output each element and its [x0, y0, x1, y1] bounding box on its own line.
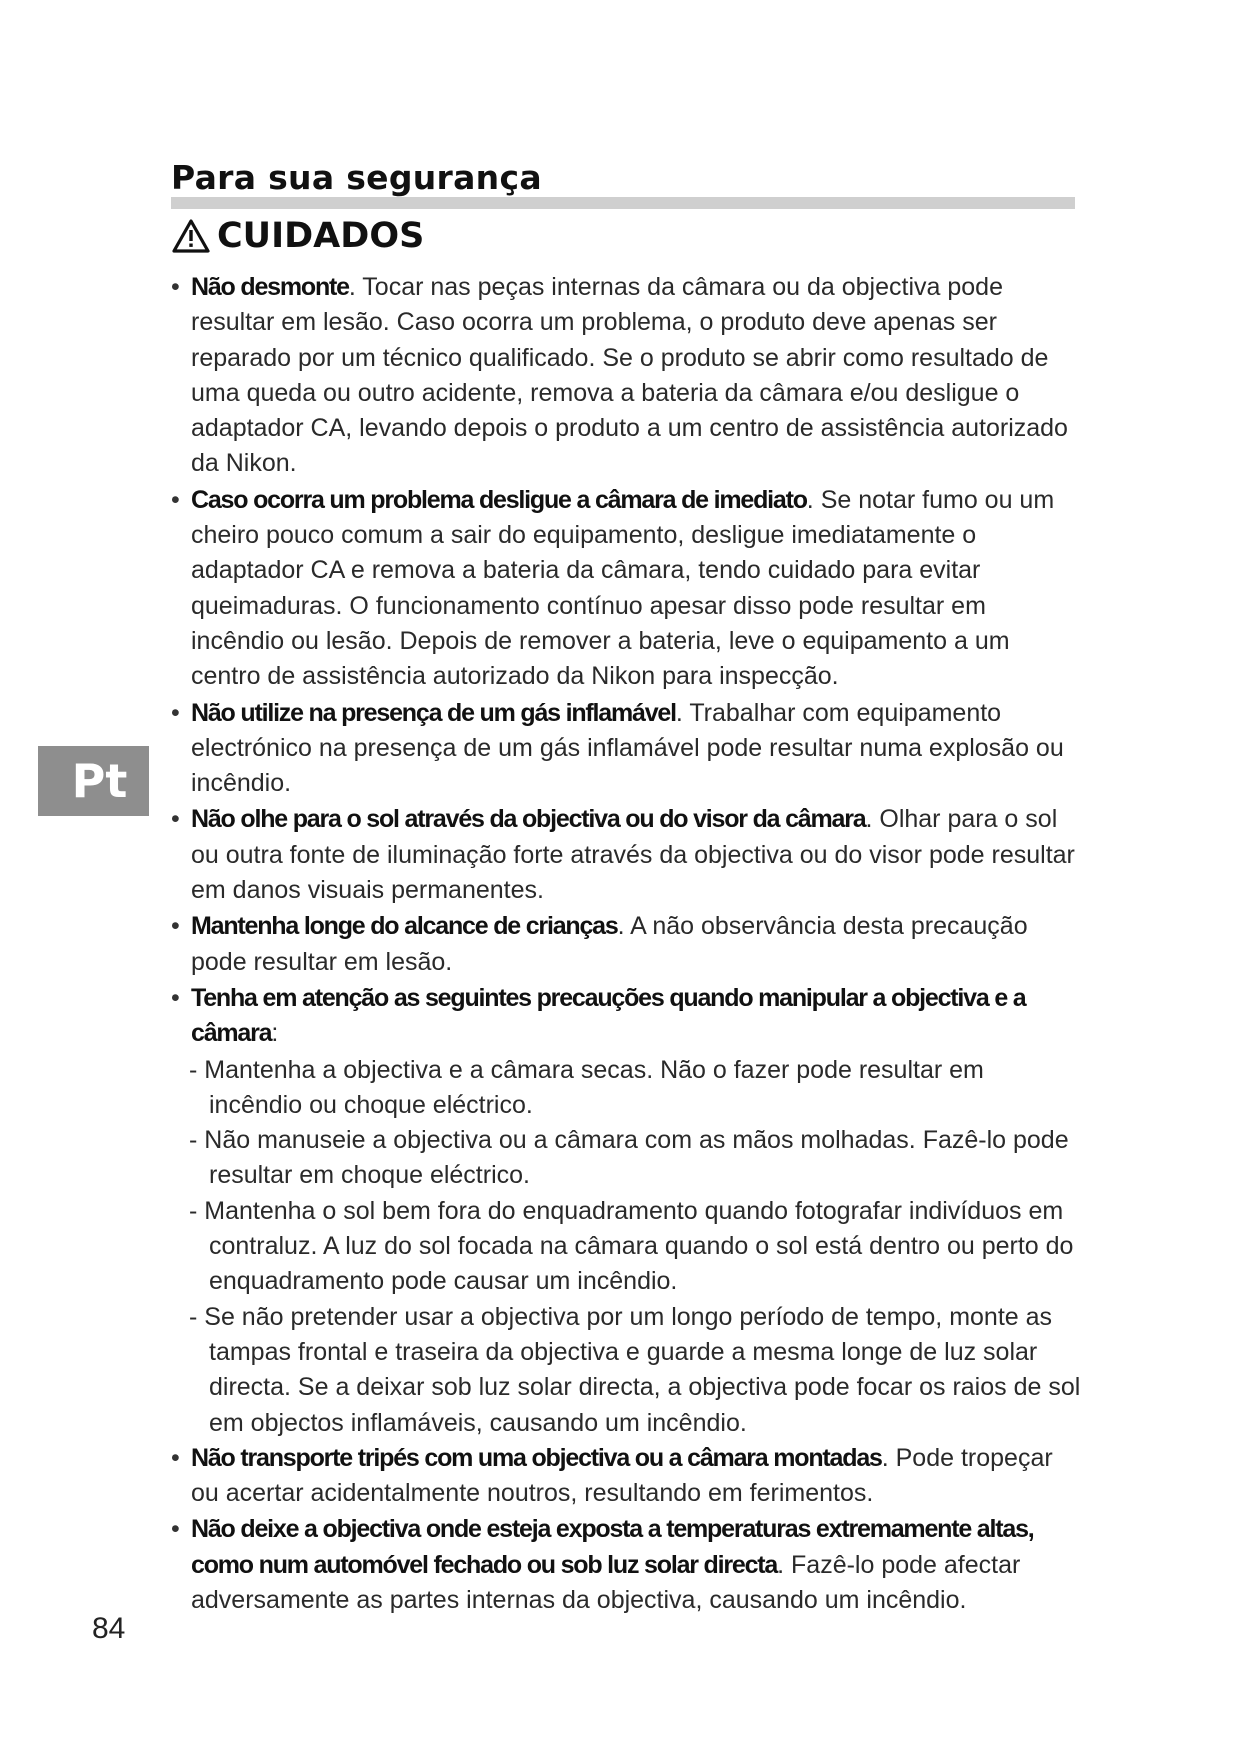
caution-heading-label: CUIDADOS [217, 216, 425, 256]
language-tab: Pt [38, 746, 149, 816]
item-bold-lead: Não desmonte [191, 273, 349, 301]
item-text: . Trabalhar com equipamento electrónico na presença de um gás inflamável pode resultar numa explosão ou incêndio. [191, 698, 1064, 798]
list-item [171, 909, 1083, 980]
item-text: : [271, 1019, 279, 1048]
item-text: . A não observância desta precaução pode resultar em lesão. [191, 912, 1028, 976]
list-item [171, 1441, 1083, 1512]
title-rule [171, 197, 1075, 209]
warning-triangle-icon [171, 218, 211, 254]
page-title: Para sua segurança [171, 158, 542, 197]
sub-item: - Mantenha a objectiva e a câmara secas. Não o fazer pode resultar em incêndio ou choque eléctrico. [189, 1055, 984, 1119]
item-text: . Tocar nas peças internas da câmara ou da objectiva pode resultar em lesão. Caso ocorra um problema, o produto deve apenas ser reparado por um técnico qualificado. Se o produto se abrir como resultado de uma queda ou outro acidente, remova a bateria da câmara e/ou desligue o adaptador CA, levando depois o produto a um centro de assistência autorizado da Nikon. [191, 273, 1068, 478]
item-bold-lead: Não transporte tripés com uma objectiva ou a câmara montadas [191, 1443, 882, 1472]
caution-heading [171, 216, 424, 256]
list-item [171, 696, 1083, 802]
item-bold-lead: Mantenha longe do alcance de crianças [191, 912, 618, 941]
list-item [171, 270, 1083, 482]
item-bold-lead: Não utilize na presença de um gás inflamável [191, 698, 676, 727]
item-text: . Fazê-lo pode afectar adversamente as partes internas da objectiva, causando um incêndio. [191, 1550, 1021, 1614]
sub-item: - Não manuseie a objectiva ou a câmara com as mãos molhadas. Fazê-lo pode resultar em choque eléctrico. [189, 1126, 1069, 1190]
list-item [171, 1512, 1083, 1618]
item-text: . Olhar para o sol ou outra fonte de iluminação forte através da objectiva ou do visor pode resultar em danos visuais permanentes. [191, 805, 1075, 905]
item-bold-lead: Não olhe para o sol através da objectiva ou do visor da câmara [191, 805, 866, 834]
item-bold-lead: Não deixe a objectiva onde esteja exposta a temperaturas extremamente altas, como num automóvel fechado ou sob luz solar directa [191, 1515, 1034, 1579]
list-item [171, 981, 1083, 1052]
caution-list [171, 270, 1083, 1619]
list-item [171, 483, 1083, 695]
page-number: 84 [92, 1612, 126, 1645]
item-bold-lead: Caso ocorra um problema desligue a câmara de imediato [191, 485, 807, 514]
sub-item: - Mantenha o sol bem fora do enquadramento quando fotografar indivíduos em contraluz. A luz do sol focada na câmara quando o sol está dentro ou perto do enquadramento pode causar um incêndio. [189, 1196, 1074, 1296]
item-text: . Se notar fumo ou um cheiro pouco comum a sair do equipamento, desligue imediatamente o adaptador CA e remova a bateria da câmara, tendo cuidado para evitar queimaduras. O funcionamento contínuo apesar disso pode resultar em incêndio ou lesão. Depois de remover a bateria, leve o equipamento a um centro de assistência autorizado da Nikon para inspecção. [191, 485, 1055, 691]
item-bold-lead: Tenha em atenção as seguintes precauções quando manipular a objectiva e a câmara [191, 983, 1026, 1048]
list-item [171, 802, 1083, 908]
item-text: . Pode tropeçar ou acertar acidentalmente noutros, resultando em ferimentos. [191, 1443, 1053, 1508]
sub-item: - Se não pretender usar a objectiva por um longo período de tempo, monte as tampas frontal e traseira da objectiva e guarde a mesma longe de luz solar directa. Se a deixar sob luz solar directa, a objectiva pode focar os raios de sol em objectos inflamáveis, causando um incêndio. [189, 1302, 1081, 1437]
